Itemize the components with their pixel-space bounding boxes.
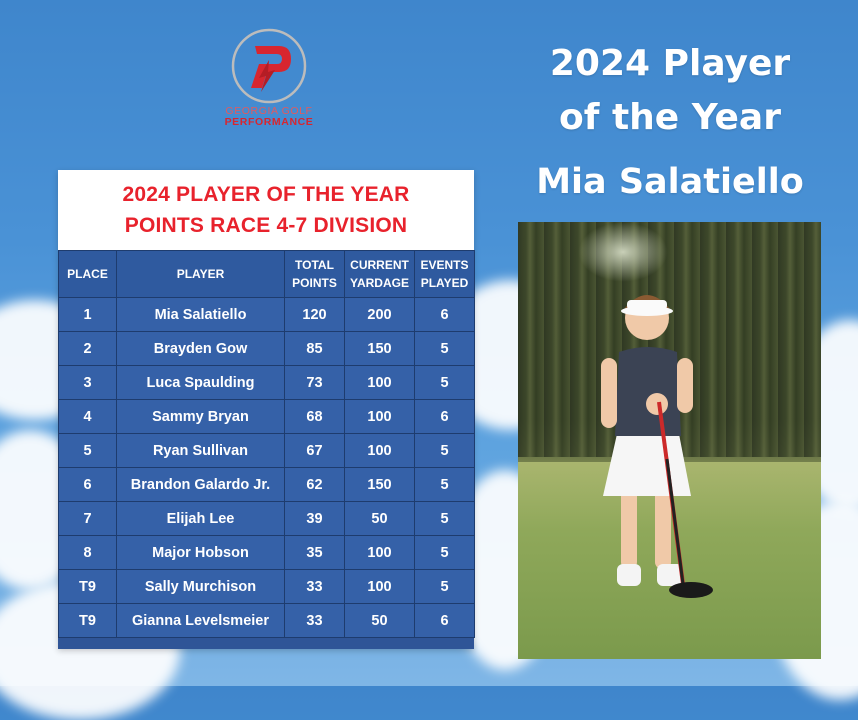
standings-body bbox=[59, 298, 475, 638]
cell-current-yardage: 100 bbox=[345, 536, 415, 570]
header-current-yardage bbox=[345, 251, 415, 298]
cell-player: Sammy Bryan bbox=[117, 400, 285, 434]
header-player: PLAYER bbox=[117, 251, 285, 298]
table-row bbox=[59, 366, 475, 400]
cell-current-yardage: 150 bbox=[345, 468, 415, 502]
cell-player: Elijah Lee bbox=[117, 502, 285, 536]
cell-player: Major Hobson bbox=[117, 536, 285, 570]
cell-current-yardage: 150 bbox=[345, 332, 415, 366]
cell-total-points: 33 bbox=[285, 570, 345, 604]
header-text: YARDAGE bbox=[350, 276, 409, 290]
logo-text-line2: PERFORMANCE bbox=[224, 116, 314, 128]
cell-player: Ryan Sullivan bbox=[117, 434, 285, 468]
cell-current-yardage: 50 bbox=[345, 604, 415, 638]
cell-total-points: 62 bbox=[285, 468, 345, 502]
cell-place: 5 bbox=[59, 434, 117, 468]
cell-place: 4 bbox=[59, 400, 117, 434]
header-text: PLAYED bbox=[420, 276, 469, 290]
cell-events-played: 5 bbox=[415, 332, 475, 366]
standings-table bbox=[58, 250, 475, 638]
header-text: POINTS bbox=[292, 276, 337, 290]
cell-events-played: 6 bbox=[415, 604, 475, 638]
cell-events-played: 5 bbox=[415, 468, 475, 502]
cell-events-played: 5 bbox=[415, 434, 475, 468]
cell-current-yardage: 50 bbox=[345, 502, 415, 536]
cell-total-points: 39 bbox=[285, 502, 345, 536]
table-row bbox=[59, 468, 475, 502]
cell-player: Brandon Galardo Jr. bbox=[117, 468, 285, 502]
cell-current-yardage: 100 bbox=[345, 570, 415, 604]
cell-place: 1 bbox=[59, 298, 117, 332]
table-row bbox=[59, 604, 475, 638]
cell-total-points: 67 bbox=[285, 434, 345, 468]
logo-text-line1: GEORGIA GOLF bbox=[225, 105, 313, 117]
cell-player: Brayden Gow bbox=[117, 332, 285, 366]
cell-place: 7 bbox=[59, 502, 117, 536]
standings-title-line2: POINTS RACE 4-7 DIVISION bbox=[124, 214, 408, 237]
cell-total-points: 35 bbox=[285, 536, 345, 570]
table-row bbox=[59, 332, 475, 366]
cell-total-points: 68 bbox=[285, 400, 345, 434]
cell-current-yardage: 100 bbox=[345, 434, 415, 468]
cell-player: Gianna Levelsmeier bbox=[117, 604, 285, 638]
cell-place: 2 bbox=[59, 332, 117, 366]
winner-photo bbox=[518, 222, 821, 659]
header-total-points bbox=[285, 251, 345, 298]
cell-total-points: 33 bbox=[285, 604, 345, 638]
winner-name: Mia Salatiello bbox=[536, 162, 804, 202]
cell-place: T9 bbox=[59, 570, 117, 604]
cell-place: 3 bbox=[59, 366, 117, 400]
table-row bbox=[59, 434, 475, 468]
cell-events-played: 5 bbox=[415, 536, 475, 570]
table-header-row bbox=[59, 251, 475, 298]
header-text: EVENTS bbox=[420, 258, 469, 272]
cell-events-played: 6 bbox=[415, 400, 475, 434]
header-place: PLACE bbox=[59, 251, 117, 298]
cell-events-played: 5 bbox=[415, 570, 475, 604]
table-row bbox=[59, 502, 475, 536]
table-row bbox=[59, 298, 475, 332]
cell-total-points: 85 bbox=[285, 332, 345, 366]
cell-events-played: 6 bbox=[415, 298, 475, 332]
cell-place: 6 bbox=[59, 468, 117, 502]
header-text: TOTAL bbox=[295, 258, 334, 272]
headline-line2: of the Year bbox=[559, 97, 781, 138]
cell-place: 8 bbox=[59, 536, 117, 570]
headline-line1: 2024 Player bbox=[549, 43, 791, 84]
table-row bbox=[59, 400, 475, 434]
standings-title-line1: 2024 PLAYER OF THE YEAR bbox=[122, 183, 410, 206]
cell-total-points: 120 bbox=[285, 298, 345, 332]
cell-current-yardage: 100 bbox=[345, 366, 415, 400]
cell-current-yardage: 200 bbox=[345, 298, 415, 332]
golfer-figure bbox=[573, 284, 753, 614]
standings-title bbox=[58, 170, 474, 250]
header-events-played bbox=[415, 251, 475, 298]
cell-total-points: 73 bbox=[285, 366, 345, 400]
cell-current-yardage: 100 bbox=[345, 400, 415, 434]
brand-logo bbox=[214, 26, 324, 128]
table-row bbox=[59, 536, 475, 570]
cell-place: T9 bbox=[59, 604, 117, 638]
standings-panel bbox=[58, 170, 474, 649]
table-row bbox=[59, 570, 475, 604]
cell-player: Mia Salatiello bbox=[117, 298, 285, 332]
logo-mark-icon bbox=[229, 26, 309, 106]
header-text: CURRENT bbox=[350, 258, 409, 272]
cell-player: Luca Spaulding bbox=[117, 366, 285, 400]
cell-events-played: 5 bbox=[415, 502, 475, 536]
cell-player: Sally Murchison bbox=[117, 570, 285, 604]
photo-sky bbox=[578, 222, 668, 282]
cell-events-played: 5 bbox=[415, 366, 475, 400]
